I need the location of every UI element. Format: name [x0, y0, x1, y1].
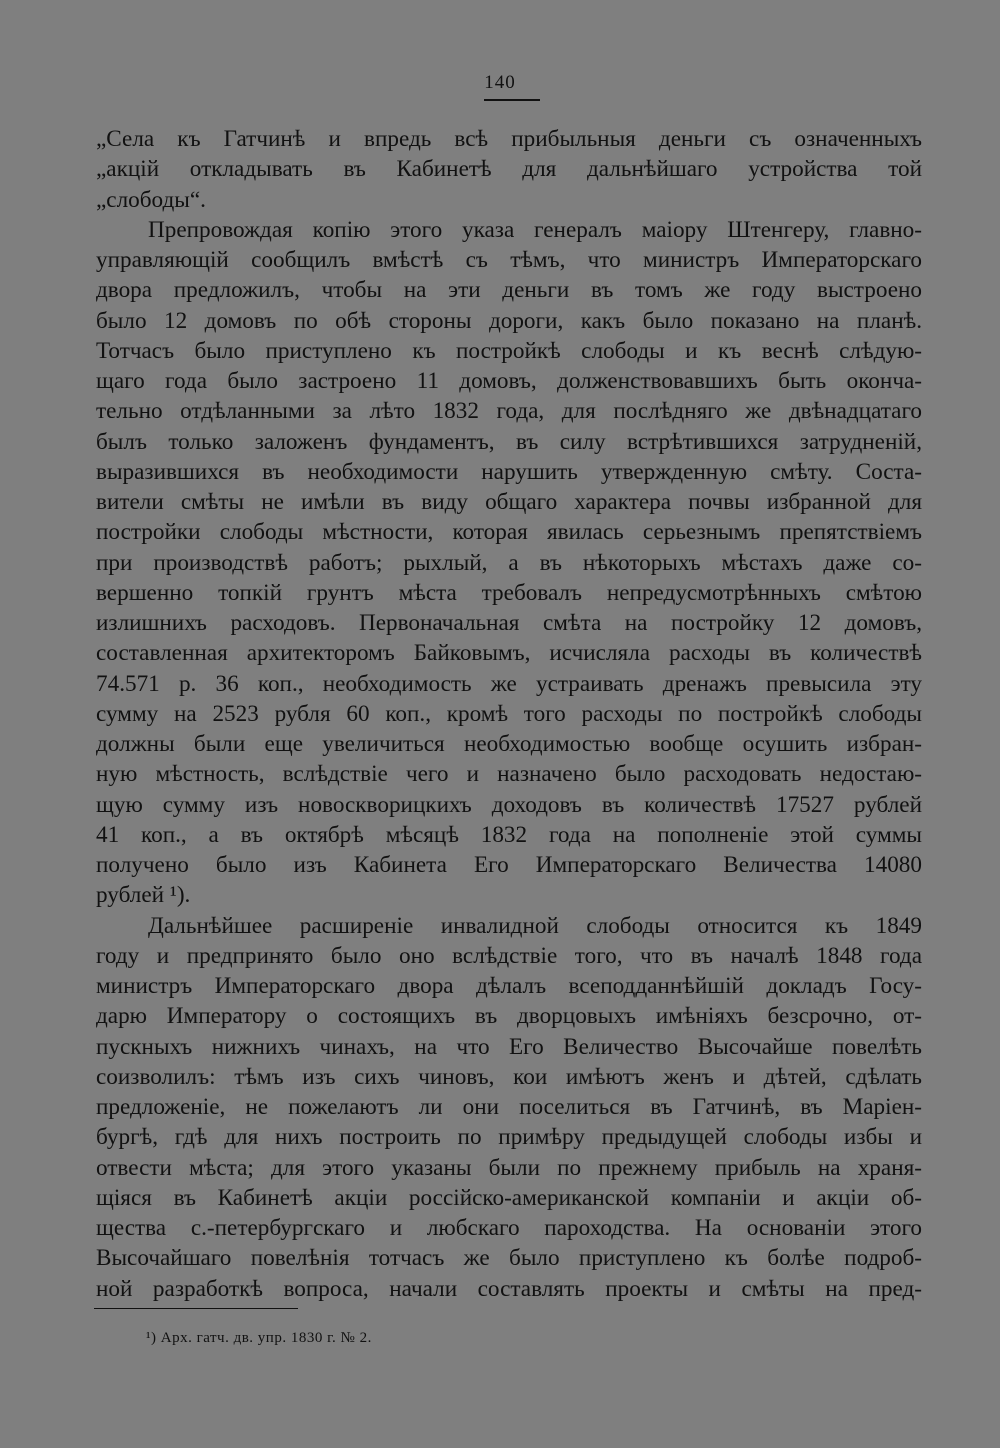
text-line: тельно отдѣланными за лѣто 1832 года, для послѣдняго же двѣнадцатаго	[96, 398, 922, 425]
text-line: „акцій откладывать въ Кабинетѣ для дальнѣйшаго устройства той	[96, 156, 922, 183]
text-line: 74.571 р. 36 коп., необходимость же устраивать дренажъ превысила эту	[96, 670, 922, 697]
text-line: было 12 домовъ по обѣ стороны дороги, какъ было показано на планѣ.	[96, 307, 922, 334]
footnote: ¹) Арх. гатч. дв. упр. 1830 г. № 2.	[146, 1330, 372, 1346]
text-line: вершенно топкій грунтъ мѣста требовалъ непредусмотрѣнныхъ смѣтою	[96, 579, 922, 606]
page-number-underline	[484, 99, 540, 101]
text-line: Препровождая копію этого указа генералъ маіору Штенгеру, главно-	[148, 216, 922, 243]
text-line: Тотчасъ было приступлено къ постройкѣ слободы и къ веснѣ слѣдую-	[96, 337, 922, 364]
text-line: дарю Императору о состоящихъ въ дворцовыхъ имѣніяхъ безсрочно, от-	[96, 1003, 922, 1030]
text-line: щую сумму изъ новоскворицкихъ доходовъ въ количествѣ 17527 рублей	[96, 791, 922, 818]
text-line: при производствѣ работъ; рыхлый, а въ нѣкоторыхъ мѣстахъ даже со-	[96, 549, 922, 576]
text-line: соизволилъ: тѣмъ изъ сихъ чиновъ, кои имѣютъ женъ и дѣтей, сдѣлать	[96, 1063, 922, 1090]
text-line: 41 коп., а въ октябрѣ мѣсяцѣ 1832 года на пополненіе этой суммы	[96, 821, 922, 848]
text-line: щаго года было застроено 11 домовъ, долженствовавшихъ быть оконча-	[96, 368, 922, 394]
text-line: Высочайшаго повелѣнія тотчасъ же было приступлено къ болѣе подроб-	[96, 1245, 922, 1272]
text-line: вители смѣты не имѣли въ виду общаго характера почвы избранной для	[96, 489, 922, 515]
text-line: предложеніе, не пожелаютъ ли они поселиться въ Гатчинѣ, въ Маріен-	[96, 1094, 922, 1120]
text-line: пускныхъ нижнихъ чинахъ, на что Его Величество Высочайше повелѣть	[96, 1033, 922, 1060]
text-line: излишнихъ расходовъ. Первоначальная смѣта на постройку 12 домовъ,	[96, 610, 922, 636]
footnote-separator	[94, 1308, 298, 1309]
text-line: ную мѣстность, вслѣдствіе чего и назначено было расходовать недостаю-	[96, 761, 922, 788]
text-line: бургѣ, гдѣ для нихъ построить по примѣру предыдущей слободы избы и	[96, 1124, 922, 1151]
text-line: управляющій сообщилъ вмѣстѣ съ тѣмъ, что министръ Императорскаго	[96, 247, 922, 273]
text-line: составленная архитекторомъ Байковымъ, исчисляла расходы въ количествѣ	[96, 640, 922, 667]
text-line: Дальнѣйшее расширеніе инвалидной слободы относится къ 1849	[148, 912, 922, 939]
text-line: „Села къ Гатчинѣ и впредь всѣ прибыльныя деньги съ означенныхъ	[96, 126, 922, 152]
text-line: отвести мѣста; для этого указаны были по прежнему прибыль на храня-	[96, 1154, 922, 1181]
page-number: 140	[484, 72, 516, 93]
text-line: ной разработкѣ вопроса, начали составлять проекты и смѣты на пред-	[96, 1275, 922, 1302]
text-line: постройки слободы мѣстности, которая явилась серьезнымъ препятствіемъ	[96, 519, 922, 546]
text-line: году и предпринято было оно вслѣдствіе того, что въ началѣ 1848 года	[96, 942, 922, 969]
body-text	[96, 124, 922, 1304]
text-line: министръ Императорскаго двора дѣлалъ всеподданнѣйшій докладъ Госу-	[96, 973, 922, 999]
text-line: двора предложилъ, чтобы на эти деньги въ томъ же году выстроено	[96, 277, 922, 304]
text-line: „слободы“.	[96, 186, 206, 213]
text-line: щества с.-петербургскаго и любскаго пароходства. На основаніи этого	[96, 1215, 922, 1241]
text-line: сумму на 2523 рубля 60 коп., кромѣ того расходы по постройкѣ слободы	[96, 700, 922, 727]
text-line: должны были еще увеличиться необходимостью вообще осушить избран-	[96, 731, 922, 757]
text-line: рублей ¹).	[96, 882, 191, 909]
text-line: щіяся въ Кабинетѣ акціи россійско-американской компаніи и акціи об-	[96, 1184, 922, 1211]
text-line: получено было изъ Кабинета Его Императорскаго Величества 14080	[96, 852, 922, 878]
text-line: выразившихся въ необходимости нарушить утвержденную смѣту. Соста-	[96, 458, 922, 485]
text-line: былъ только заложенъ фундаментъ, въ силу встрѣтившихся затрудненій,	[96, 428, 922, 455]
